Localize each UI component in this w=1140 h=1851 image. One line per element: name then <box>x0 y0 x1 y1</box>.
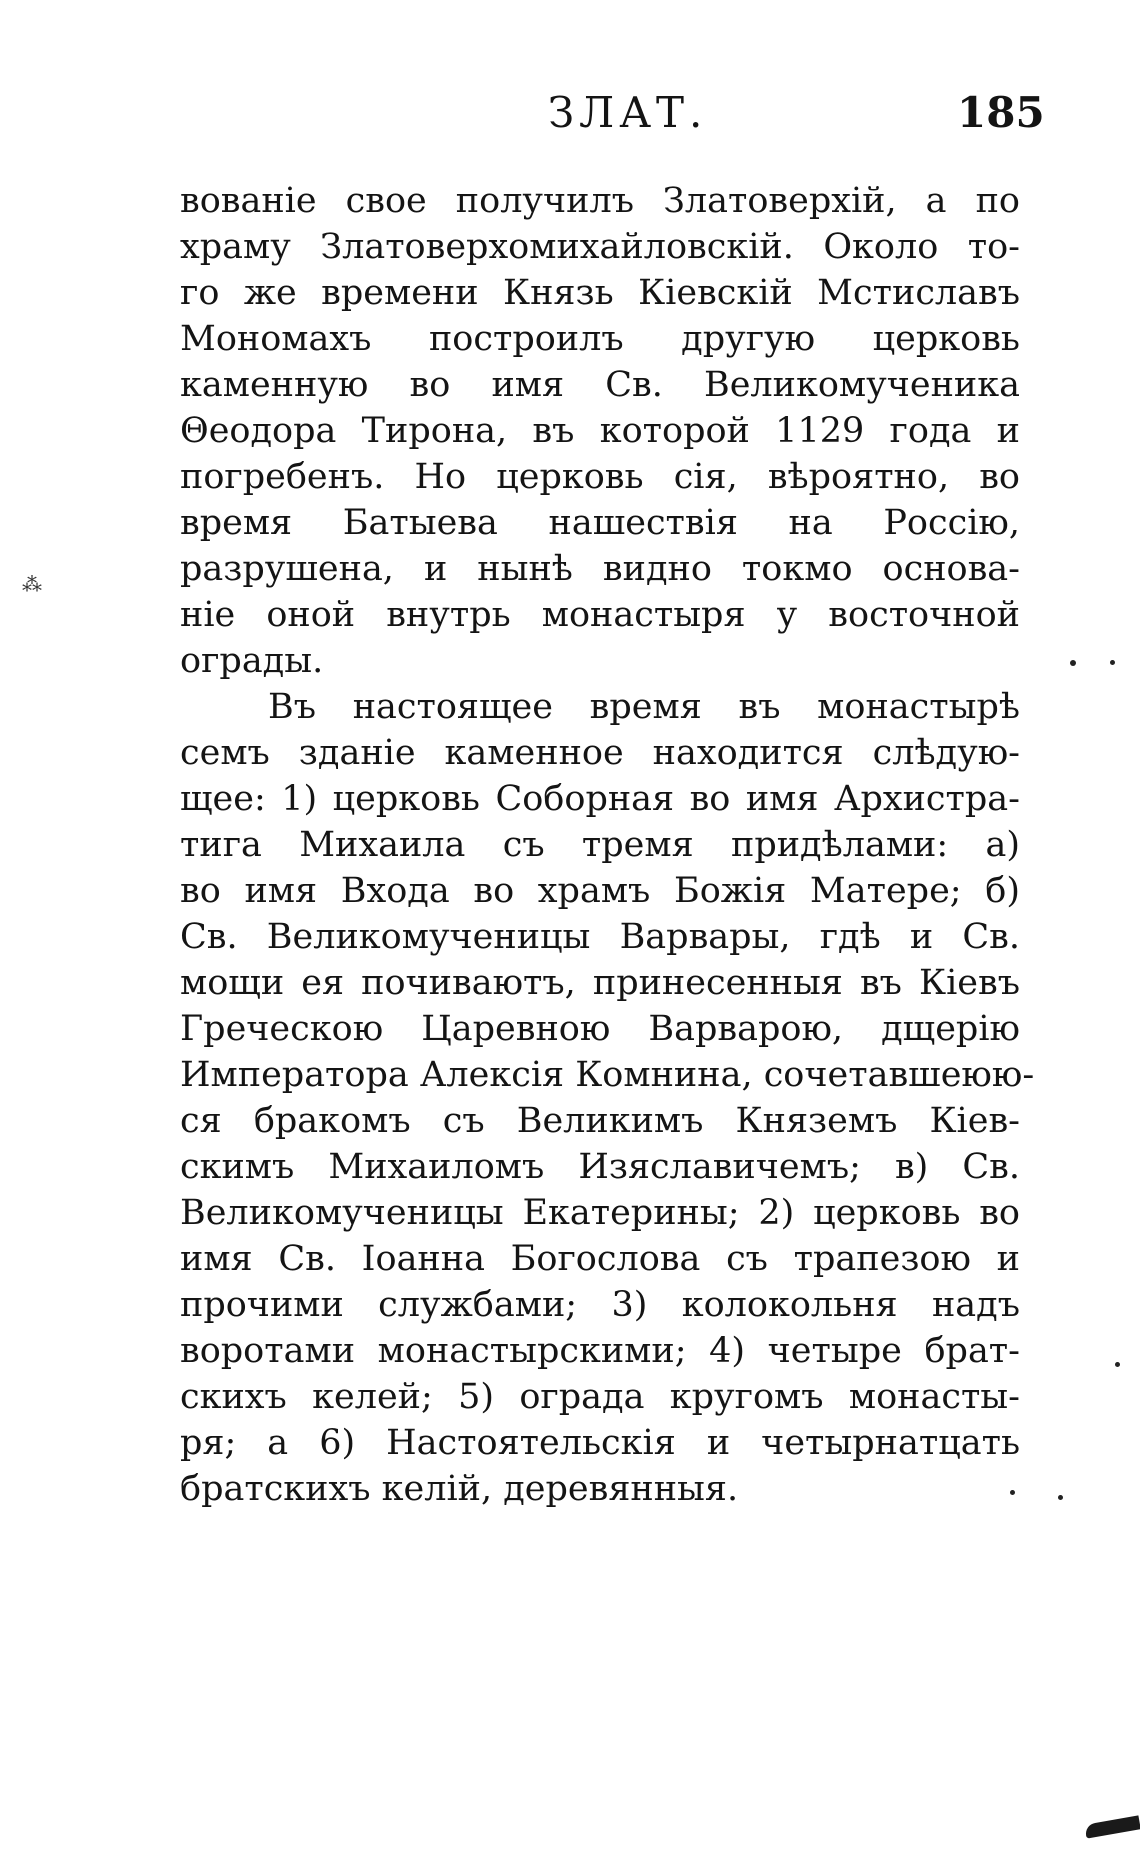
page-edge-mark <box>1084 1815 1140 1838</box>
text-line: во имя Входа во храмъ Божія Матере; б) <box>180 871 1020 911</box>
text-line: прочими службами; 3) колокольня надъ <box>180 1285 1020 1325</box>
text-line: храму Златоверхомихайловскій. Около то- <box>180 227 1020 267</box>
margin-mark: ⁂ <box>22 572 42 596</box>
text-line: разрушена, и нынѣ видно токмо основа- <box>180 549 1020 589</box>
text-line: братскихъ келій, деревянныя. <box>180 1469 739 1509</box>
text-line: скимъ Михаиломъ Изяславичемъ; в) Св. <box>180 1147 1020 1187</box>
text-line: ся бракомъ съ Великимъ Княземъ Кіев- <box>180 1101 1020 1141</box>
ink-speck <box>1058 1495 1063 1500</box>
text-line: Великомученицы Екатерины; 2) церковь во <box>180 1193 1020 1233</box>
text-line: вованіе свое получилъ Златоверхій, а по <box>180 181 1020 221</box>
text-line: каменную во имя Св. Великомученика <box>180 365 1020 405</box>
text-line: Св. Великомученицы Варвары, гдѣ и Св. <box>180 917 1020 957</box>
ink-speck <box>1010 1490 1015 1495</box>
text-line: мощи ея почиваютъ, принесенныя въ Кіевъ <box>180 963 1020 1003</box>
text-block <box>120 178 1035 1512</box>
text-line: Въ настоящее время въ монастырѣ <box>268 687 1020 727</box>
text-line: Мономахъ построилъ другую церковь <box>180 319 1020 359</box>
paragraph-1 <box>120 178 1020 684</box>
text-line: Θеодора Тирона, въ которой 1129 года и <box>180 411 1020 451</box>
text-line: ограды. <box>180 641 324 681</box>
text-line: время Батыева нашествія на Россію, <box>180 503 1020 543</box>
running-head: ЗЛАТ. <box>548 88 708 137</box>
text-line: Греческою Царевною Варварою, дщерію <box>180 1009 1020 1049</box>
text-line: Императора Алексія Комнина, сочетавшеюю- <box>180 1055 1035 1095</box>
text-line: имя Св. Іоанна Богослова съ трапезою и <box>180 1239 1020 1279</box>
paragraph-2 <box>120 684 1035 1512</box>
text-line: ря; а 6) Настоятельскія и четырнатцать <box>180 1423 1020 1463</box>
text-line: ніе оной внутрь монастыря у восточной <box>180 595 1020 635</box>
text-line: погребенъ. Но церковь сія, вѣроятно, во <box>180 457 1020 497</box>
text-line: тига Михаила съ тремя придѣлами: а) <box>180 825 1020 865</box>
text-line: воротами монастырскими; 4) четыре брат- <box>180 1331 1020 1371</box>
text-line: го же времени Князь Кіевскій Мстиславъ <box>180 273 1020 313</box>
text-line: семъ зданіе каменное находится слѣдую- <box>180 733 1020 773</box>
text-line: скихъ келей; 5) ограда кругомъ монасты- <box>180 1377 1020 1417</box>
page-header <box>0 88 1140 144</box>
page-number: 185 <box>957 88 1045 137</box>
ink-speck <box>1115 1362 1120 1367</box>
ink-speck <box>1110 660 1115 665</box>
ink-speck <box>1070 660 1076 666</box>
text-line: щее: 1) церковь Соборная во имя Архистра- <box>180 779 1020 819</box>
